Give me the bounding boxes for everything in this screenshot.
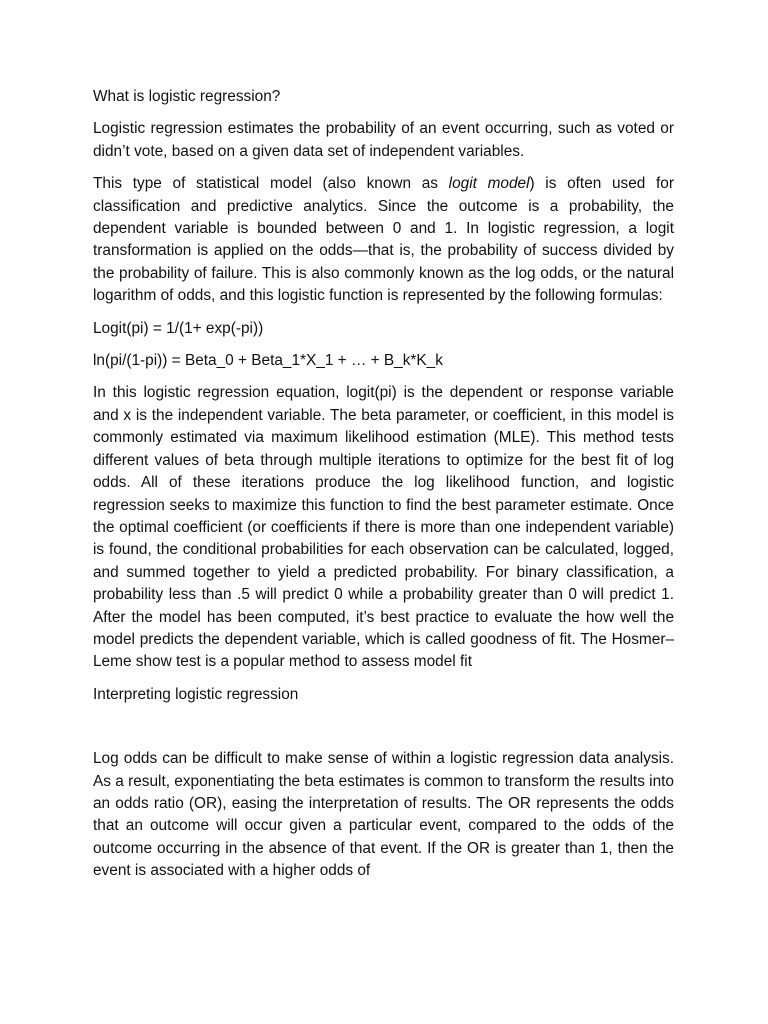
paragraph-intro: Logistic regression estimates the probability of an event occurring, such as voted or didn’t vote, based on a given data set of independent variables.: [93, 120, 674, 160]
paragraph-logit-model-text-2: ) is often used for classification and predictive analytics. Since the outcome is a probability, the dependent variable is bounded between 0 and 1. In logistic regression, a logit transformation is applied on the odds—that is, the probability of success divided by the probability of failure. This is also commonly known as the log odds, or the natural logarithm of odds, and this logistic function is represented by the following formulas:: [93, 175, 674, 305]
paragraph-equation-explanation: In this logistic regression equation, logit(pi) is the dependent or response variable and x is the independent variable. The beta parameter, or coefficient, in this model is commonly estimated via maximum likelihood estimation (MLE). This method tests different values of beta through multiple iterations to optimize for the best fit of log odds. All of these iterations produce the log likelihood function, and logistic regression seeks to maximize this function to find the best parameter estimate. Once the optimal coefficient (or coefficients if there is more than one independent variable) is found, the conditional probabilities for each observation can be calculated, logged, and summed together to yield a predicted probability. For binary classification, a probability less than .5 will predict 0 while a probability greater than 0 will predict 1. After the model has been computed, it’s best practice to evaluate the how well the model predicts the dependent variable, which is called goodness of fit. The Hosmer–Leme show test is a popular method to assess model fit: [93, 384, 674, 671]
document-page: [93, 86, 674, 893]
subheading-interpreting: Interpreting logistic regression: [93, 685, 299, 703]
paragraph-logit-model: [93, 173, 674, 307]
document-heading: What is logistic regression?: [93, 88, 281, 105]
formula-log-odds: ln(pi/(1-pi)) = Beta_0 + Beta_1*X_1 + … + B_k*K_k: [93, 352, 443, 370]
formula-logit: Logit(pi) = 1/(1+ exp(-pi)): [93, 319, 264, 337]
logit-model-term: logit model: [448, 175, 530, 193]
paragraph-logit-model-text-1: This type of statistical model (also known as: [93, 175, 449, 193]
paragraph-odds-ratio: Log odds can be difficult to make sense of within a logistic regression data analysis. As a result, exponentiating the beta estimates is common to transform the results into an odds ratio (OR), easing the interpretation of results. The OR represents the odds that an outcome will occur given a particular event, compared to the odds of the outcome occurring in the absence of that event. If the OR is greater than 1, then the event is associated with a higher odds of: [93, 750, 674, 880]
